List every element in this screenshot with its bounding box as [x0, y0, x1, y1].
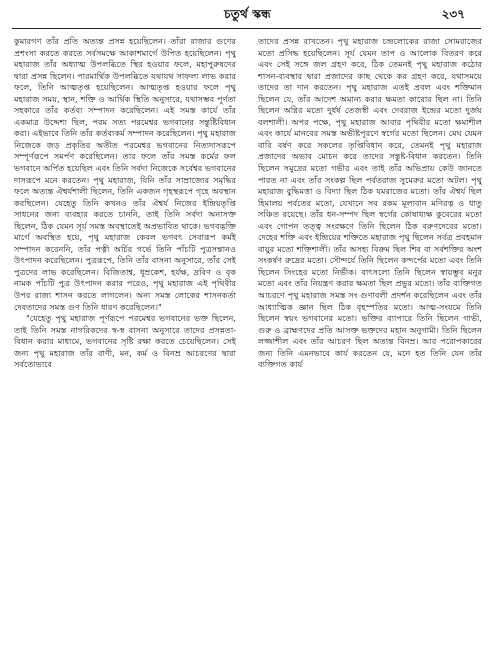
paragraph: "যেহেতু পৃথু মহারাজ পূর্ণরূপে পরমেশ্বর ভগবানের ভক্ত ছিলেন, তাই তিনি সমস্ত নাগরিকদের স্ব-স্ব বাসনা অনুসারে তাদের প্রসন্নতা-বিধান করার মাধ্যমে, ভগবানের সৃষ্টি রক্ষা করতে চেয়েছিলেন। সেই জন্য পৃথু মহারাজ তাঁর বাণী, মন, কর্ম ও বিনম্র আচরণের দ্বারা সর্বতোভাবে: [14, 313, 236, 370]
page-number: ২৩৭: [441, 7, 465, 21]
right-column: [258, 36, 482, 654]
left-column: [14, 36, 236, 654]
header-rule: [12, 28, 481, 29]
paragraph: কুমারগণ তাঁর প্রতি অত্যন্ত প্রসন্ন হয়েছিলেন। তাঁরা রাজার গুণের প্রশংসা করতে করতে সর্বসমক্ষে আকাশমার্গে উপিত হয়েছিলেন। পৃথু মহারাজ তাঁর অধ্যাত্ম উপলব্ধিতে স্থির হওয়ার ফলে, মহাপুরুষদের দ্বারা প্রসন্ন ছিলেন। পারমার্থিক উপলব্ধিতে যথাযথ সাফল্য লাভ করার ফলে, তিনি আত্মতৃপ্ত হয়েছিলেন। আত্মতৃপ্ত হওয়ার ফলে পৃথু মহারাজ সময়, স্থান, শক্তি ও আর্থিক স্থিতি অনুসারে, যথাসম্ভব পূর্ণতা সহকারে তাঁর কর্তব্য সম্পাদন করেছিলেন। এই সমস্ত কার্যে তাঁর একমাত্র উদ্দেশ্য ছিল, পরম সত্য পরমেশ্বর ভগবানের সন্তুষ্টিবিধান করা। এইভাবে তিনি তাঁর কর্তব্যকর্ম সম্পাদন করেছিলেন। পৃথু মহারাজ নিজেকে জড় প্রকৃতির অতীত পরমেশ্বর ভগবানের নিত্যদাসরূপে সম্পূর্ণরূপে সমর্পণ করেছিলেন। তার ফলে তাঁর সমস্ত কর্মের ফল ভগবানে অর্পিত হয়েছিল এবং তিনি সর্বদা নিজেকে সর্বেশ্বর ভগবানের দাসরূপে মনে করতেন। পৃথু মহারাজ, যিনি তাঁর সাম্রাজ্যের সমৃদ্ধির ফলে অত্যন্ত ঐশ্বর্যশালী ছিলেন, তিনি একজন গৃহস্থরূপে গৃহে অবস্থান করছিলেন। যেহেতু তিনি কখনও তাঁর ঐশ্বর্য নিজের ইন্দ্রিয়তৃপ্তি সাধনের জন্য ব্যবহার করতে চাননি, তাই তিনি সর্বদা অনাসক্ত ছিলেন, ঠিক যেমন সূর্য সমস্ত অবস্থাতেই অপ্রভাবিত থাকে। ভগবদ্ভক্তি মার্গে অবস্থিত হয়ে, পৃথু মহারাজ কেবল ভগবৎ সেবারূপ কর্মই সম্পাদন করেননি, তাঁর পত্নী অর্চির গর্ভে তিনি পাঁচটি পুত্রসন্তানও উৎপাদন করেছিলেন। পুত্ররূপে, তিনি তাঁর বাসনা অনুসারে, তাঁর সেই পুত্রদের লাভ করেছিলেন। বিজিতাশ্ব, ধূম্রকেশ, হর্যক্ষ, দ্রবিণ ও বৃক নামক পাঁচটি পুত্র উৎপাদন করার পরেও, পৃথু মহারাজ এই পৃথিবীর উপর রাজ্য শাসন করতে লাগলেন। অন্য সমস্ত লোকের শাসনকর্তা দেবতাদের সমস্ত গুণ তিনি ধারণ করেছিলেন।": [14, 36, 236, 312]
running-title: চতুর্থ স্কন্ধ: [224, 7, 271, 21]
page-header: [0, 4, 495, 26]
column-gutter: [245, 36, 246, 654]
paragraph: তাদের প্রসন্ন রাখতেন। পৃথু মহারাজ চন্দ্রলোকের রাজা সোমরাজের মতো প্রসিদ্ধ হয়েছিলেন। সূর্য যেমন তাপ ও আলোক বিতরণ করে এবং সেই সঙ্গে জল গ্রহণ করে, ঠিক তেমনই পৃথু মহারাজ কঠোর শাসন-ব্যবস্থার দ্বারা প্রজাদের কাছ থেকে কর গ্রহণ করে, যথাসময়ে তাদের তা দান করতেন। পৃথু মহারাজ এতই প্রবল এবং শক্তিমান ছিলেন যে, তাঁর আদেশ অমান্য করার ক্ষমতা কারোর ছিল না। তিনি ছিলেন অগ্নির মতো দুর্ধর্ষ তেজস্বী এবং দেবরাজ ইন্দ্রের মতো দুর্জয় বলশালী। অপর পক্ষে, পৃথু মহারাজ আবার পৃথিবীর মতো ক্ষমাশীল এবং কার্যে মানবের সমস্ত অভীষ্টপূরণে স্বর্গের মতো ছিলেন। মেঘ যেমন বারি বর্ষণ করে সকলের তৃপ্তিবিধান করে, তেমনই পৃথু মহারাজ প্রজাদের অভাব মোচন করে তাদের সন্তুষ্ট-বিধান করতেন। তিনি ছিলেন সমুদ্রের মতো গভীর এবং তাই তাঁর অভিপ্রায় কেউ জানতে পারত না এবং তাঁর সংকল্প ছিল পর্বতরাজ সুমেরুর মতো অটল। পৃথু মহারাজ বুদ্ধিমত্তা ও বিদ্যা ছিল ঠিক যমরাজের মতো। তাঁর ঐশ্বর্য ছিল হিমালয় পর্বতের মতো, যেখানে সব রকম মূল্যবান মণিরত্ন ও ধাতু সঞ্চিত রয়েছে। তাঁর ধন-সম্পদ ছিল স্বর্গের কোষাধ্যক্ষ কুবেরের মতো এবং গোপন তত্ত্ব সংরক্ষণে তিনি ছিলেন ঠিক বরুণদেবের মতো। দেহের শক্তি এবং ইন্দ্রিয়ের শক্তিতে মহারাজ পৃথু ছিলেন সর্বত্র প্রবহমান বায়ুর মতো শক্তিশালী। তাঁর অসহ্য বিক্রম ছিল শিব বা সর্বশক্তির অংশ সংকর্ষণ রুদ্রের মতো। সৌন্দর্যে তিনি ছিলেন কন্দর্পের মতো এবং তিনি ছিলেন সিংহের মতো নির্ভীক। বাৎসল্যে তিনি ছিলেন স্বায়ম্ভুব মনুর মতো এবং তাঁর নিয়ন্ত্রণ করার ক্ষমতা ছিল প্রভুর মতো। তাঁর ব্যক্তিগত আচরণে পৃথু মহারাজ সমস্ত সং গুণাবলী প্রদর্শন করেছিলেন এবং তাঁর আধ্যাত্মিক জ্ঞান ছিল ঠিক বৃহস্পতির মতো। আত্ম-সংযমে তিনি ছিলেন স্বয়ং ভগবানের মতো। ভক্তির ব্যাপারে তিনি ছিলেন গাভী, গুরু ও ব্রাহ্মণদের প্রতি আসক্ত ভক্তদের মহান অনুগামী। তিনি ছিলেন লজ্জাশীল এবং তাঁর আচরণ ছিল অত্যন্ত বিনম্র। আর পরোপকারের জন্য তিনি এমনভাবে কার্য করতেন যে, মনে হত তিনি যেন তাঁর ব্যক্তিগত কার্য: [258, 36, 482, 370]
